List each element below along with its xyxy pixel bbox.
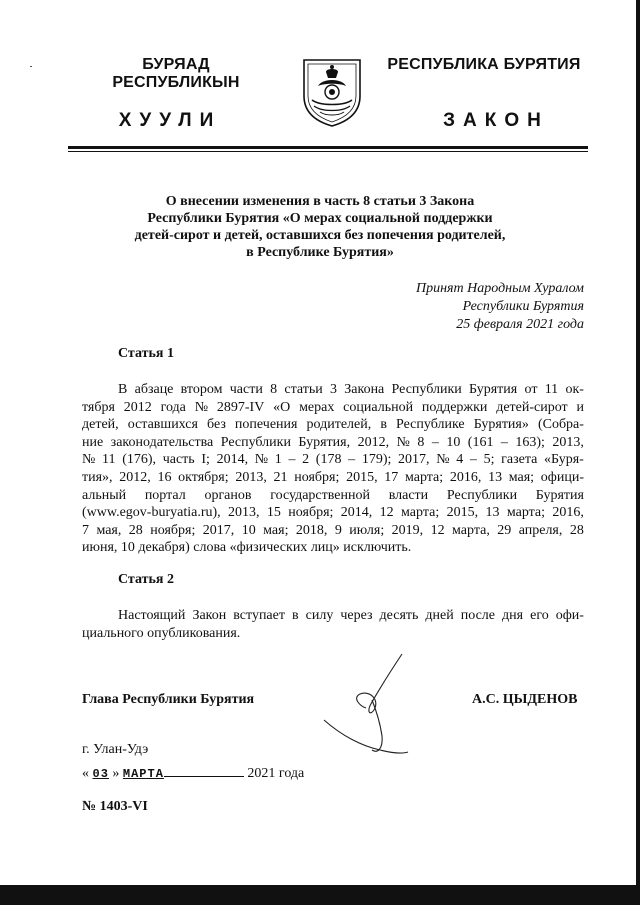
signing-date: [82, 764, 304, 782]
word: органов: [204, 487, 252, 503]
article-1-heading: Статья 1: [118, 346, 174, 361]
scan-bottom-edge: [0, 885, 640, 905]
word: офици-: [540, 469, 584, 485]
law-title-line: детей-сирот и детей, оставшихся без попечения родителей,: [134, 228, 506, 243]
word: портал: [144, 487, 186, 503]
word: 8: [417, 434, 425, 450]
word: дней: [425, 608, 454, 623]
adoption-line: Принят Народным Хуралом: [415, 281, 584, 296]
date-month: МАРТА: [122, 767, 164, 781]
header-republic-buryatia: РЕСПУБЛИКА БУРЯТИЯ: [387, 56, 581, 73]
place-of-signing: г. Улан-Удэ: [82, 742, 149, 757]
word: (161: [467, 434, 494, 450]
word: «физических: [229, 540, 311, 556]
word: государственной: [270, 487, 370, 503]
word: 12: [379, 505, 394, 521]
word: №: [82, 452, 96, 468]
word: ноября;: [288, 505, 334, 521]
law-title-line: О внесении изменения в часть 8 статьи 3 Закона: [165, 194, 475, 209]
word: без: [207, 417, 226, 433]
word: в: [380, 417, 387, 433]
word: Закон: [192, 608, 227, 623]
word: мерах: [299, 399, 335, 415]
word: поддержки: [421, 399, 488, 415]
date-blank-underline: [164, 764, 244, 777]
word: 9: [334, 522, 342, 538]
law-number: № 1403-VI: [82, 799, 148, 814]
article-1-line: [82, 381, 584, 399]
word: №: [396, 434, 410, 450]
law-title: [110, 193, 530, 261]
word: Бурятия,: [298, 434, 351, 450]
word: Бурятия»: [473, 417, 529, 433]
adoption-line: Республики Бурятия: [462, 299, 584, 314]
word: июня,: [82, 540, 121, 556]
word: Республики: [220, 434, 291, 450]
word: Настоящий: [118, 608, 186, 623]
word: 10: [446, 434, 461, 450]
article-1-line: [82, 416, 584, 434]
word: 2897-IV: [216, 399, 265, 415]
word: 2015,: [446, 505, 479, 521]
signer-name: А.С. ЦЫДЕНОВ: [472, 692, 578, 707]
word: Бурятия: [469, 382, 518, 397]
word: 2012,: [119, 469, 151, 485]
word: 2017,: [202, 522, 235, 538]
word: Бурятия: [535, 487, 584, 503]
scan-edge: [636, 0, 640, 905]
word: марта,: [452, 522, 490, 538]
word: мая;: [508, 469, 535, 485]
article-2-heading: Статья 2: [118, 572, 174, 587]
word: власти: [388, 487, 429, 503]
article-1-line: [82, 399, 584, 417]
word: оставшихся: [127, 417, 198, 433]
handwritten-signature: [310, 650, 430, 780]
word: ноября;: [150, 522, 196, 538]
word: –: [288, 452, 296, 468]
article-1-line: [82, 434, 584, 452]
article-2-line: [82, 607, 584, 625]
word: мая,: [96, 522, 122, 538]
word: декабря): [138, 540, 194, 556]
word: 2013,: [552, 434, 584, 450]
word: 2019,: [391, 522, 424, 538]
word: 21: [273, 469, 288, 485]
article-1-line: [82, 504, 584, 522]
word: части: [229, 382, 263, 397]
word: 2013,: [235, 469, 267, 485]
word: 2016,: [552, 505, 584, 521]
word: десять: [379, 608, 419, 623]
word: 2017,: [398, 452, 430, 468]
word: 28: [569, 522, 584, 538]
word: абзаце: [134, 382, 174, 397]
law-title-line: Республики Бурятия «О мерах социальной поддержки: [147, 211, 493, 226]
word: тября: [82, 399, 115, 415]
word: слова: [193, 540, 230, 556]
word: (www.egov-buryatia.ru),: [82, 505, 221, 521]
word: 15: [266, 505, 281, 521]
scan-speck: [30, 66, 32, 67]
word: родителей,: [306, 417, 372, 433]
word: после: [460, 608, 496, 623]
word: 2: [302, 452, 310, 468]
word: втором: [180, 382, 223, 397]
adoption-note: [330, 280, 584, 334]
word: лиц»: [310, 540, 344, 556]
word: 11: [544, 382, 559, 397]
date-year: 2021 года: [247, 766, 305, 781]
word: детей-сирот: [496, 399, 568, 415]
word: 13: [488, 469, 503, 485]
word: ок-: [565, 382, 584, 397]
word: исключить.: [343, 540, 412, 556]
word: 8: [270, 382, 278, 397]
word: ние: [82, 434, 104, 450]
word: 2018,: [295, 522, 328, 538]
word: тия»,: [82, 469, 113, 485]
adoption-line: 25 февраля 2021 года: [456, 317, 584, 332]
signer-title: Глава Республики Бурятия: [82, 692, 255, 707]
date-close-quote: »: [112, 766, 120, 781]
word: №: [436, 452, 450, 468]
word: статьи: [284, 382, 323, 397]
word: 163);: [515, 434, 545, 450]
word: I;: [201, 452, 210, 468]
word: марта;: [401, 505, 440, 521]
word: –: [500, 434, 508, 450]
word: 179);: [361, 452, 392, 468]
article-1-line: [82, 487, 584, 505]
word: попечения: [234, 417, 298, 433]
word: –: [469, 452, 477, 468]
article-1-line: [82, 451, 584, 469]
word: 2012,: [357, 434, 390, 450]
word: –: [431, 434, 439, 450]
word: от: [524, 382, 538, 397]
word: часть: [162, 452, 195, 468]
word: 2014,: [216, 452, 249, 468]
word: –: [348, 452, 356, 468]
word: детей,: [82, 417, 119, 433]
word: апреля,: [518, 522, 563, 538]
word: альный: [82, 487, 127, 503]
word: его: [530, 608, 549, 623]
word: 29: [497, 522, 512, 538]
word: дня: [502, 608, 524, 623]
word: 13: [485, 505, 500, 521]
word: 2016,: [449, 469, 482, 485]
word: газета: [501, 452, 538, 468]
word: через: [340, 608, 373, 623]
header-khuuli: ХУУЛИ: [118, 110, 222, 131]
word: циального: [82, 625, 148, 641]
word: года: [160, 399, 186, 415]
word: 10: [241, 522, 256, 538]
word: Республике: [396, 417, 465, 433]
word: (Собра-: [537, 417, 584, 433]
word: мая;: [263, 522, 289, 538]
date-day: 03: [92, 767, 109, 781]
word: Закона: [344, 382, 385, 397]
word: «О: [273, 399, 291, 415]
word: июля;: [349, 522, 385, 538]
article-1-line: [82, 522, 584, 540]
word: и: [576, 399, 584, 415]
word: офи-: [555, 608, 584, 623]
header-zakon: ЗАКОН: [443, 110, 549, 131]
word: 11: [102, 452, 116, 468]
law-title-line: в Республике Бурятия»: [246, 245, 394, 260]
word: (176),: [122, 452, 157, 468]
word: №: [254, 452, 269, 468]
word: вступает: [233, 608, 285, 623]
word: «Буря-: [544, 452, 584, 468]
word: законодательства: [110, 434, 214, 450]
word: марта;: [404, 469, 444, 485]
word: 12: [430, 522, 445, 538]
header-rule-thick: [68, 146, 588, 149]
word: Республики: [391, 382, 462, 397]
word: 4: [456, 452, 464, 468]
word: В: [118, 382, 128, 397]
word: ноября;: [294, 469, 340, 485]
word: опубликования.: [147, 625, 241, 641]
word: 10: [120, 540, 139, 556]
coat-of-arms-icon: [300, 56, 364, 128]
date-open-quote: «: [82, 766, 89, 781]
word: 2014,: [340, 505, 373, 521]
word: 5;: [483, 452, 495, 468]
word: в: [292, 608, 299, 623]
word: (178: [315, 452, 342, 468]
word: марта;: [506, 505, 546, 521]
word: 2013,: [228, 505, 260, 521]
word: 1: [274, 452, 282, 468]
article-1-line: [82, 539, 584, 557]
word: 17: [384, 469, 399, 485]
word: 3: [329, 382, 337, 397]
article-2-body: [82, 607, 584, 642]
header-rule-thin: [68, 151, 588, 152]
article-1-line: [82, 469, 584, 487]
word: октября;: [178, 469, 229, 485]
word: Республики: [446, 487, 518, 503]
word: 2012: [123, 399, 152, 415]
article-2-line: [82, 625, 584, 643]
word: силу: [305, 608, 334, 623]
header-buryat-republic: БУРЯАД РЕСПУБЛИКЫН: [112, 56, 240, 91]
word: №: [194, 399, 209, 415]
article-1-body: [82, 381, 584, 557]
word: 2015,: [346, 469, 378, 485]
word: 16: [157, 469, 172, 485]
word: 7: [82, 522, 89, 538]
word: социальной: [343, 399, 414, 415]
word: 28: [128, 522, 143, 538]
